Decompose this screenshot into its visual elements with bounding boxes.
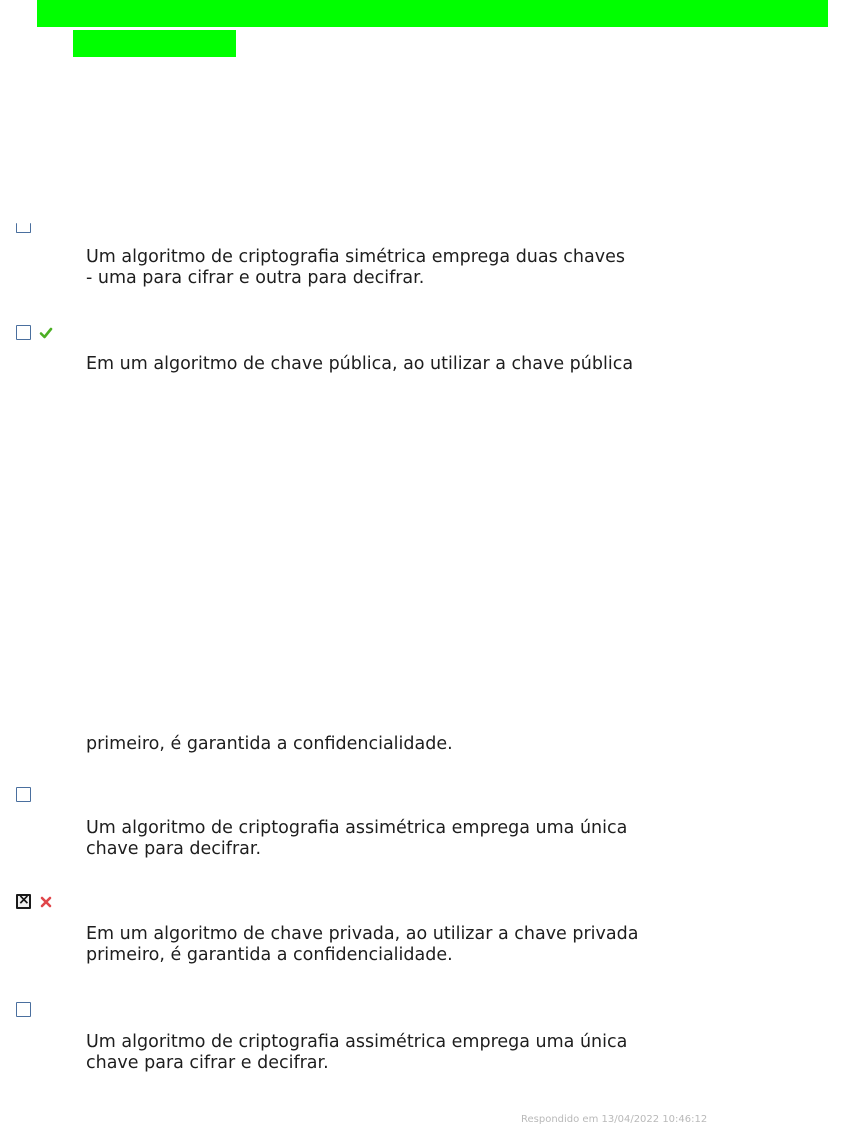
option-1-checkbox[interactable] [16, 223, 31, 233]
redaction-bar-small [73, 30, 236, 57]
option-5-text: Um algoritmo de criptografia assimétrica emprega uma única chave para cifrar e decifrar. [86, 1032, 628, 1073]
option-4-text: Em um algoritmo de chave privada, ao utilizar a chave privada primeiro, é garantida a confidencialidade. [86, 924, 639, 965]
option-4-checkbox[interactable] [16, 894, 31, 909]
option-3-text: Um algoritmo de criptografia assimétrica emprega uma única chave para decifrar. [86, 818, 628, 859]
option-1-text: Um algoritmo de criptografia simétrica emprega duas chaves - uma para cifrar e outra para decifrar. [86, 247, 625, 288]
check-icon [39, 326, 53, 340]
answered-timestamp: Respondido em 13/04/2022 10:46:12 [521, 1114, 708, 1125]
option-2-text-continued: primeiro, é garantida a confidencialidade. [86, 734, 453, 754]
option-2-checkbox[interactable] [16, 325, 31, 340]
option-5-checkbox[interactable] [16, 1002, 31, 1017]
cross-icon [39, 895, 53, 909]
redaction-bar-top [37, 0, 828, 27]
option-2-text: Em um algoritmo de chave pública, ao utilizar a chave pública [86, 354, 634, 374]
option-3-checkbox[interactable] [16, 787, 31, 802]
